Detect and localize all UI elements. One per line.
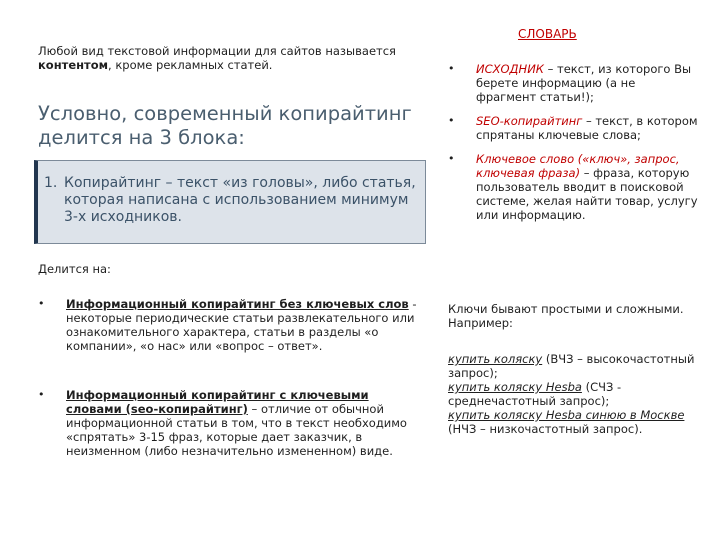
divided-label: Делится на: — [38, 262, 111, 276]
callout-text: Копирайтинг – текст «из головы», либо статья, которая написана с использованием минимум 3-х исходников. — [64, 175, 416, 225]
glossary-item — [448, 114, 698, 142]
glossary-title: СЛОВАРЬ — [518, 27, 577, 41]
glossary-term: SEO-копирайтинг — [476, 114, 583, 128]
example-line — [448, 380, 698, 408]
glossary-item — [448, 62, 698, 104]
bullet-title: Информационный копирайтинг с ключевыми словами (seo-копирайтинг) — [66, 388, 369, 416]
glossary-list — [448, 62, 698, 232]
intro-text: Любой вид текстовой информации для сайтов называется — [38, 44, 396, 58]
intro-text-end: , кроме рекламных статей. — [108, 58, 273, 72]
glossary-term: Ключевое слово («ключ», запрос, ключевая фраза) — [476, 152, 680, 180]
left-bullet-item — [38, 388, 423, 458]
example-note: (НЧЗ – низкочастотный запрос). — [448, 422, 643, 436]
example-note: (ВЧЗ – высокочастотный запрос); — [448, 352, 695, 380]
glossary-definition: – текст, из которого Вы берете информацию (а не фрагмент статьи!); — [476, 62, 692, 104]
glossary-term: ИСХОДНИК — [476, 62, 544, 76]
example-note: (СЧЗ - среднечастотный запрос); — [448, 380, 622, 408]
example-line — [448, 408, 698, 436]
bullet-text: – отличие от обычной информационной статьи в том, что в текст необходимо «спрятать» 3-15 фраз, которые дает заказчик, в неизменном (либо незначительно измененном) виде. — [66, 402, 407, 458]
example-phrase: купить коляску — [448, 352, 543, 366]
keys-paragraph: Ключи бывают простыми и сложными. Например: — [448, 302, 684, 330]
bullet-title: Информационный копирайтинг без ключевых слов — [66, 297, 409, 311]
bullet-marker: • — [38, 297, 45, 310]
bullet-marker: • — [38, 388, 45, 401]
intro-paragraph — [38, 44, 398, 72]
glossary-definition: – текст, в котором спрятаны ключевые слова; — [476, 114, 698, 142]
glossary-definition: – фраза, которую пользователь вводит в поисковой системе, желая найти товар, услугу или информацию. — [476, 166, 698, 222]
section-heading: Условно, современный копирайтинг делится на 3 блока: — [38, 102, 412, 149]
example-line — [448, 352, 698, 380]
example-phrase: купить коляску Hesba — [448, 380, 582, 394]
bullet-text: - некоторые периодические статьи развлекательного или ознакомительного характера, статьи в разделы «о компании», «о нас» или «вопрос – ответ». — [66, 297, 417, 353]
bullet-marker: • — [448, 114, 455, 127]
callout-number: 1. — [44, 175, 58, 191]
callout-box — [34, 160, 426, 244]
glossary-item — [448, 152, 698, 222]
left-bullet-item — [38, 297, 423, 353]
examples-block — [448, 352, 698, 436]
example-phrase: купить коляску Hesba синюю в Москве — [448, 408, 685, 422]
bullet-marker: • — [448, 62, 455, 75]
callout-item — [44, 175, 417, 226]
intro-bold-term: контентом — [38, 58, 109, 72]
bullet-marker: • — [448, 152, 455, 165]
